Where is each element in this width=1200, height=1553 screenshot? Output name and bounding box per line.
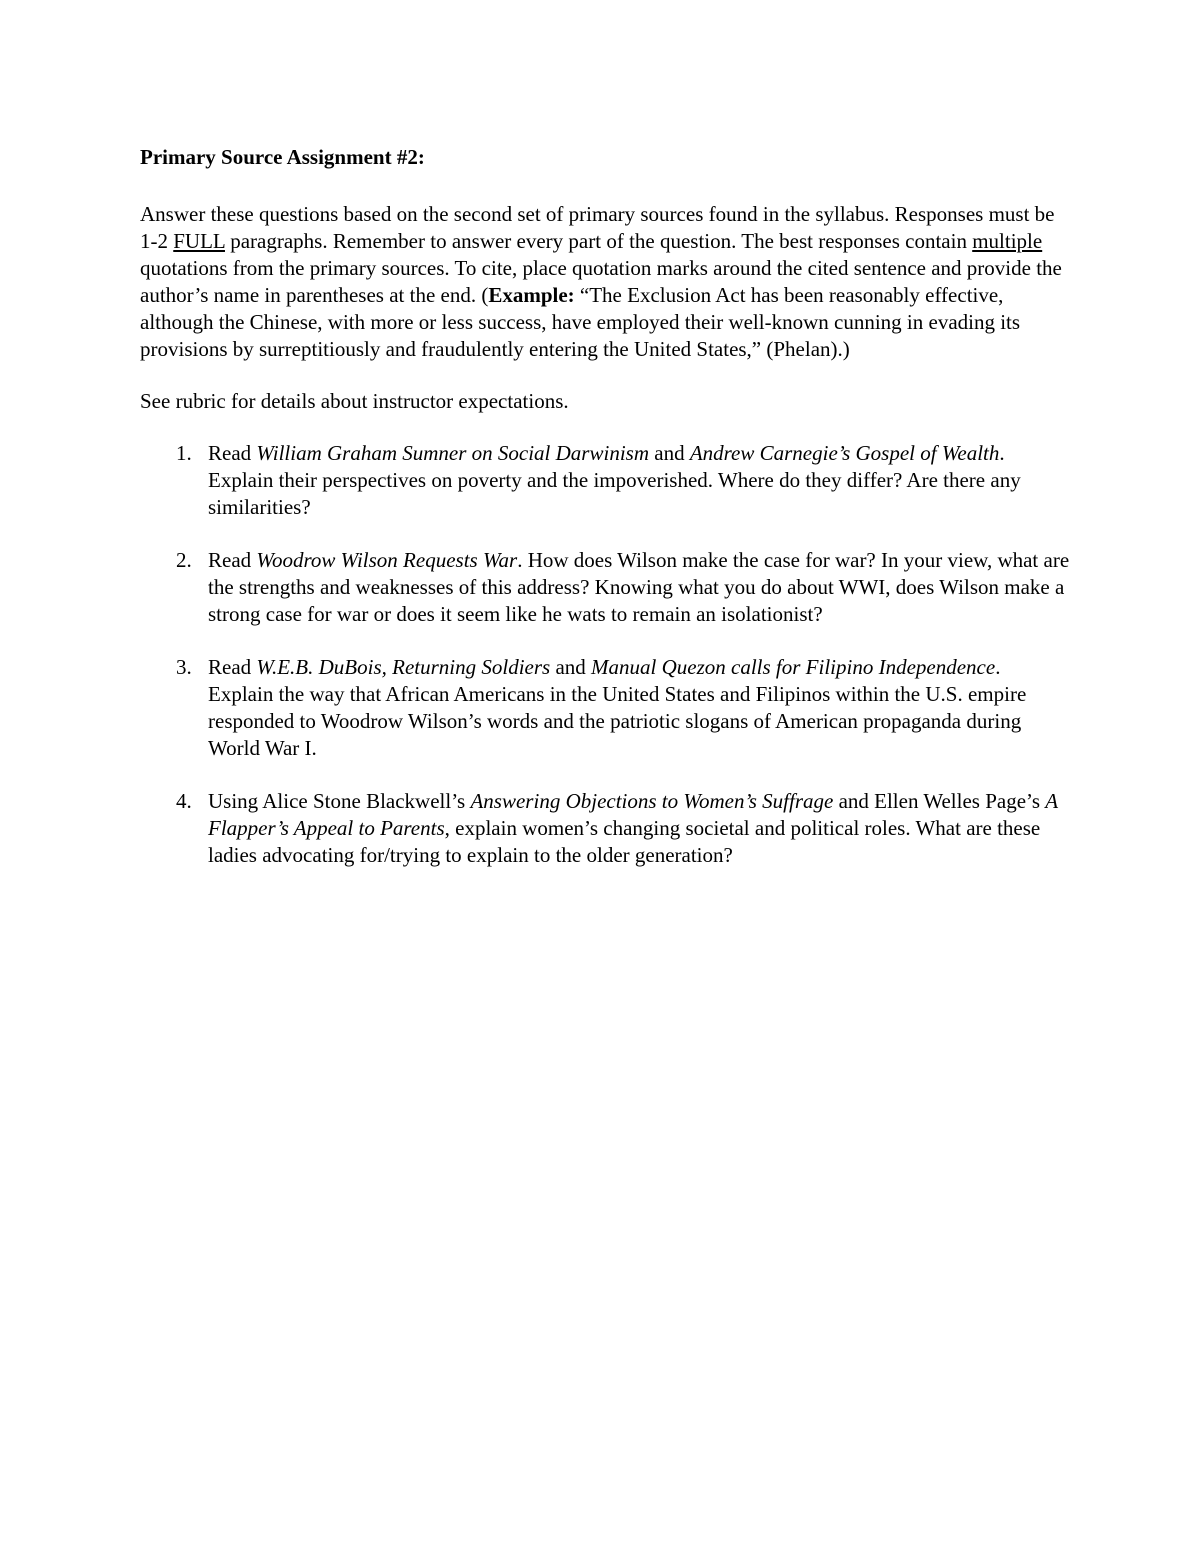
question-item-4 <box>140 788 1070 869</box>
question-text-part: , explain women’s changing societal and political roles. What are these ladies advocating for/trying to explain to the older generation? <box>208 816 1041 867</box>
question-text-part: Using Alice Stone Blackwell’s <box>208 789 471 813</box>
question-text-part: Read <box>208 548 257 572</box>
multiple-emphasis: multiple <box>972 229 1043 253</box>
question-text-part: . Explain their perspectives on poverty and the impoverished. Where do they differ? Are there any similarities? <box>208 441 1021 519</box>
instructions-text-1: Answer these questions based on the second set of primary sources found in the syllabus. Responses must be 1-2 <box>140 202 1055 253</box>
instructions-paragraph <box>140 201 1070 363</box>
source-title: William Graham Sumner on Social Darwinism <box>256 441 649 465</box>
full-emphasis: FULL <box>173 229 225 253</box>
instructions-text-3: quotations from the primary sources. To cite, place quotation marks around the cited sentence and provide the author’s name in parentheses at the end. ( <box>140 256 1062 307</box>
question-text-part: . Explain the way that African Americans in the United States and Filipinos within the U.S. empire responded to Woodrow Wilson’s words and the patriotic slogans of American propaganda during World War I. <box>208 655 1027 760</box>
rubric-note: See rubric for details about instructor expectations. <box>140 389 569 413</box>
question-number: 2. <box>176 548 192 572</box>
document-page <box>140 140 1070 895</box>
question-text <box>208 654 1070 762</box>
question-item-2 <box>140 547 1070 628</box>
source-title: Answering Objections to Women’s Suffrage <box>470 789 834 813</box>
question-text-part: and Ellen Welles Page’s <box>833 789 1046 813</box>
instructions-text-2: paragraphs. Remember to answer every part of the question. The best responses contain <box>224 229 973 253</box>
source-title: Manual Quezon calls for Filipino Independence <box>591 655 996 679</box>
page-title: Primary Source Assignment #2: <box>140 145 425 169</box>
question-number: 3. <box>176 655 192 679</box>
question-item-1 <box>140 440 1070 521</box>
question-text-part: and <box>649 441 690 465</box>
question-number: 1. <box>176 441 192 465</box>
example-label: Example: <box>488 283 575 307</box>
question-text-part: and <box>550 655 592 679</box>
question-text <box>208 440 1070 521</box>
question-text <box>208 547 1070 628</box>
question-text-part: Read <box>208 441 257 465</box>
question-text <box>208 788 1070 869</box>
source-title: W.E.B. DuBois, Returning Soldiers <box>256 655 551 679</box>
source-title: A Flapper’s Appeal to Parents <box>208 789 1058 840</box>
source-title: Andrew Carnegie’s Gospel of Wealth <box>689 441 1000 465</box>
question-item-3 <box>140 654 1070 762</box>
source-title: Woodrow Wilson Requests War <box>256 548 518 572</box>
question-list <box>140 440 1070 869</box>
question-number: 4. <box>176 789 192 813</box>
question-text-part: . How does Wilson make the case for war? In your view, what are the strengths and weaknesses of this address? Knowing what you do about WWI, does Wilson make a strong case for war or does it seem like he wats to remain an isolationist? <box>208 548 1070 626</box>
question-text-part: Read <box>208 655 257 679</box>
example-quote: “The Exclusion Act has been reasonably effective, although the Chinese, with more or less success, have employed their well-known cunning in evading its provisions by surreptitiously and fraudulently entering the United States,” (Phelan).) <box>140 283 1021 361</box>
